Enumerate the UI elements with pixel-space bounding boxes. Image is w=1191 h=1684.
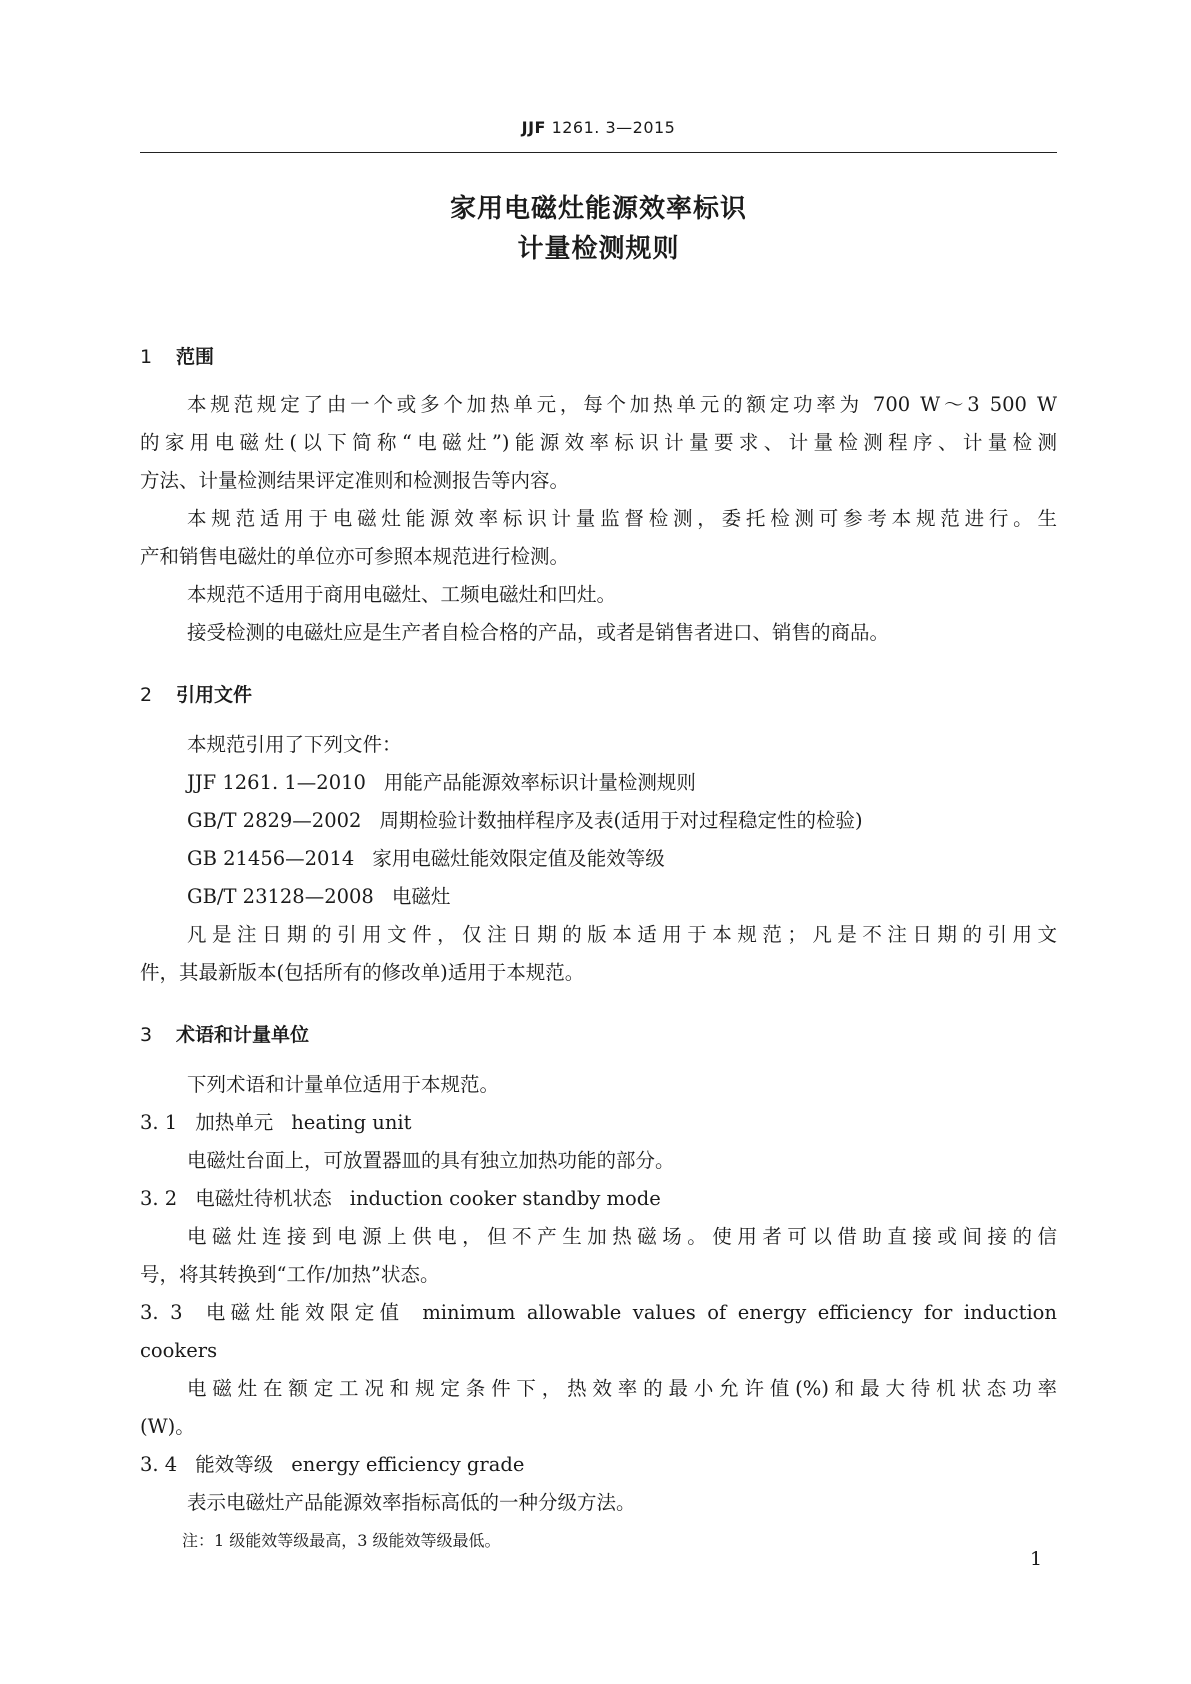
term-chinese: 电磁灶能效限定值 [200, 1301, 405, 1324]
header-rule [140, 152, 1057, 153]
term-number: 3. 1 [140, 1111, 178, 1134]
paragraph: 本规范引用了下列文件： [187, 733, 402, 756]
term-number: 3. 3 [140, 1301, 183, 1324]
document-title-line1: 家用电磁灶能源效率标识 [449, 194, 747, 224]
reference-item [187, 840, 665, 878]
paragraph: 方法、计量检测结果评定准则和检测报告等内容。 [140, 469, 570, 492]
paragraph: 的家用电磁灶(以下简称“电磁灶”)能源效率标识计量要求、计量检测程序、计量检测 [140, 431, 1057, 454]
reference-name: 电磁灶 [391, 885, 451, 908]
term-definition: 表示电磁灶产品能源效率指标高低的一种分级方法。 [187, 1491, 636, 1514]
section-number: 3 [140, 1024, 153, 1046]
paragraph: 本规范适用于电磁灶能源效率标识计量监督检测，委托检测可参考本规范进行。生 [187, 507, 1057, 530]
term-definition: 电磁灶在额定工况和规定条件下，热效率的最小允许值(%)和最大待机状态功率 [187, 1377, 1057, 1400]
standard-prefix: JJF [521, 118, 546, 137]
paragraph: 下列术语和计量单位适用于本规范。 [187, 1073, 500, 1096]
term-3-3 [140, 1294, 1057, 1332]
standard-code-header [140, 118, 1057, 137]
section-heading-2 [140, 680, 252, 707]
page-number: 1 [1030, 1548, 1043, 1570]
section-title: 术语和计量单位 [176, 1024, 310, 1046]
term-english: minimum allowable values of energy efficiency for induction [422, 1301, 1057, 1324]
term-english-continued: cookers [140, 1339, 218, 1362]
term-definition: (W)。 [140, 1415, 195, 1438]
reference-name: 家用电磁灶能效限定值及能效等级 [372, 847, 665, 870]
paragraph: 产和销售电磁灶的单位亦可参照本规范进行检测。 [140, 545, 570, 568]
section-number: 1 [140, 346, 153, 368]
reference-code: GB/T 2829—2002 [187, 809, 362, 832]
paragraph: 接受检测的电磁灶应是生产者自检合格的产品，或者是销售者进口、销售的商品。 [187, 621, 890, 644]
term-3-1 [140, 1104, 411, 1142]
reference-code: GB/T 23128—2008 [187, 885, 374, 908]
paragraph: 件，其最新版本(包括所有的修改单)适用于本规范。 [140, 961, 585, 984]
section-number: 2 [140, 684, 153, 706]
reference-item [187, 802, 863, 840]
term-chinese: 电磁灶待机状态 [195, 1187, 332, 1210]
standard-number: 1261. 3—2015 [545, 118, 676, 137]
document-title-line2: 计量检测规则 [517, 234, 680, 264]
section-heading-3 [140, 1020, 309, 1047]
paragraph: 凡是注日期的引用文件，仅注日期的版本适用于本规范；凡是不注日期的引用文 [187, 923, 1057, 946]
term-3-4 [140, 1446, 524, 1484]
reference-name: 周期检验计数抽样程序及表(适用于对过程稳定性的检验) [379, 809, 863, 832]
section-title: 引用文件 [176, 684, 253, 706]
term-number: 3. 4 [140, 1453, 178, 1476]
reference-item [187, 764, 696, 802]
paragraph: 本规范不适用于商用电磁灶、工频电磁灶和凹灶。 [187, 583, 617, 606]
term-english: heating unit [291, 1111, 412, 1134]
reference-item [187, 878, 450, 916]
reference-code: GB 21456—2014 [187, 847, 355, 870]
term-definition: 电磁灶连接到电源上供电，但不产生加热磁场。使用者可以借助直接或间接的信 [187, 1225, 1057, 1248]
term-definition: 号，将其转换到“工作/加热”状态。 [140, 1263, 440, 1286]
term-3-2 [140, 1180, 661, 1218]
term-definition: 电磁灶台面上，可放置器皿的具有独立加热功能的部分。 [187, 1149, 675, 1172]
term-english: induction cooker standby mode [349, 1187, 661, 1210]
term-chinese: 能效等级 [195, 1453, 274, 1476]
note: 注：1 级能效等级最高，3 级能效等级最低。 [182, 1531, 501, 1550]
reference-name: 用能产品能源效率标识计量检测规则 [383, 771, 696, 794]
section-title: 范围 [176, 346, 215, 368]
term-english: energy efficiency grade [291, 1453, 525, 1476]
section-heading-1 [140, 342, 214, 369]
paragraph: 本规范规定了由一个或多个加热单元，每个加热单元的额定功率为 700 W～3 500 W [187, 393, 1057, 416]
term-chinese: 加热单元 [195, 1111, 274, 1134]
term-number: 3. 2 [140, 1187, 178, 1210]
reference-code: JJF 1261. 1—2010 [187, 771, 366, 794]
